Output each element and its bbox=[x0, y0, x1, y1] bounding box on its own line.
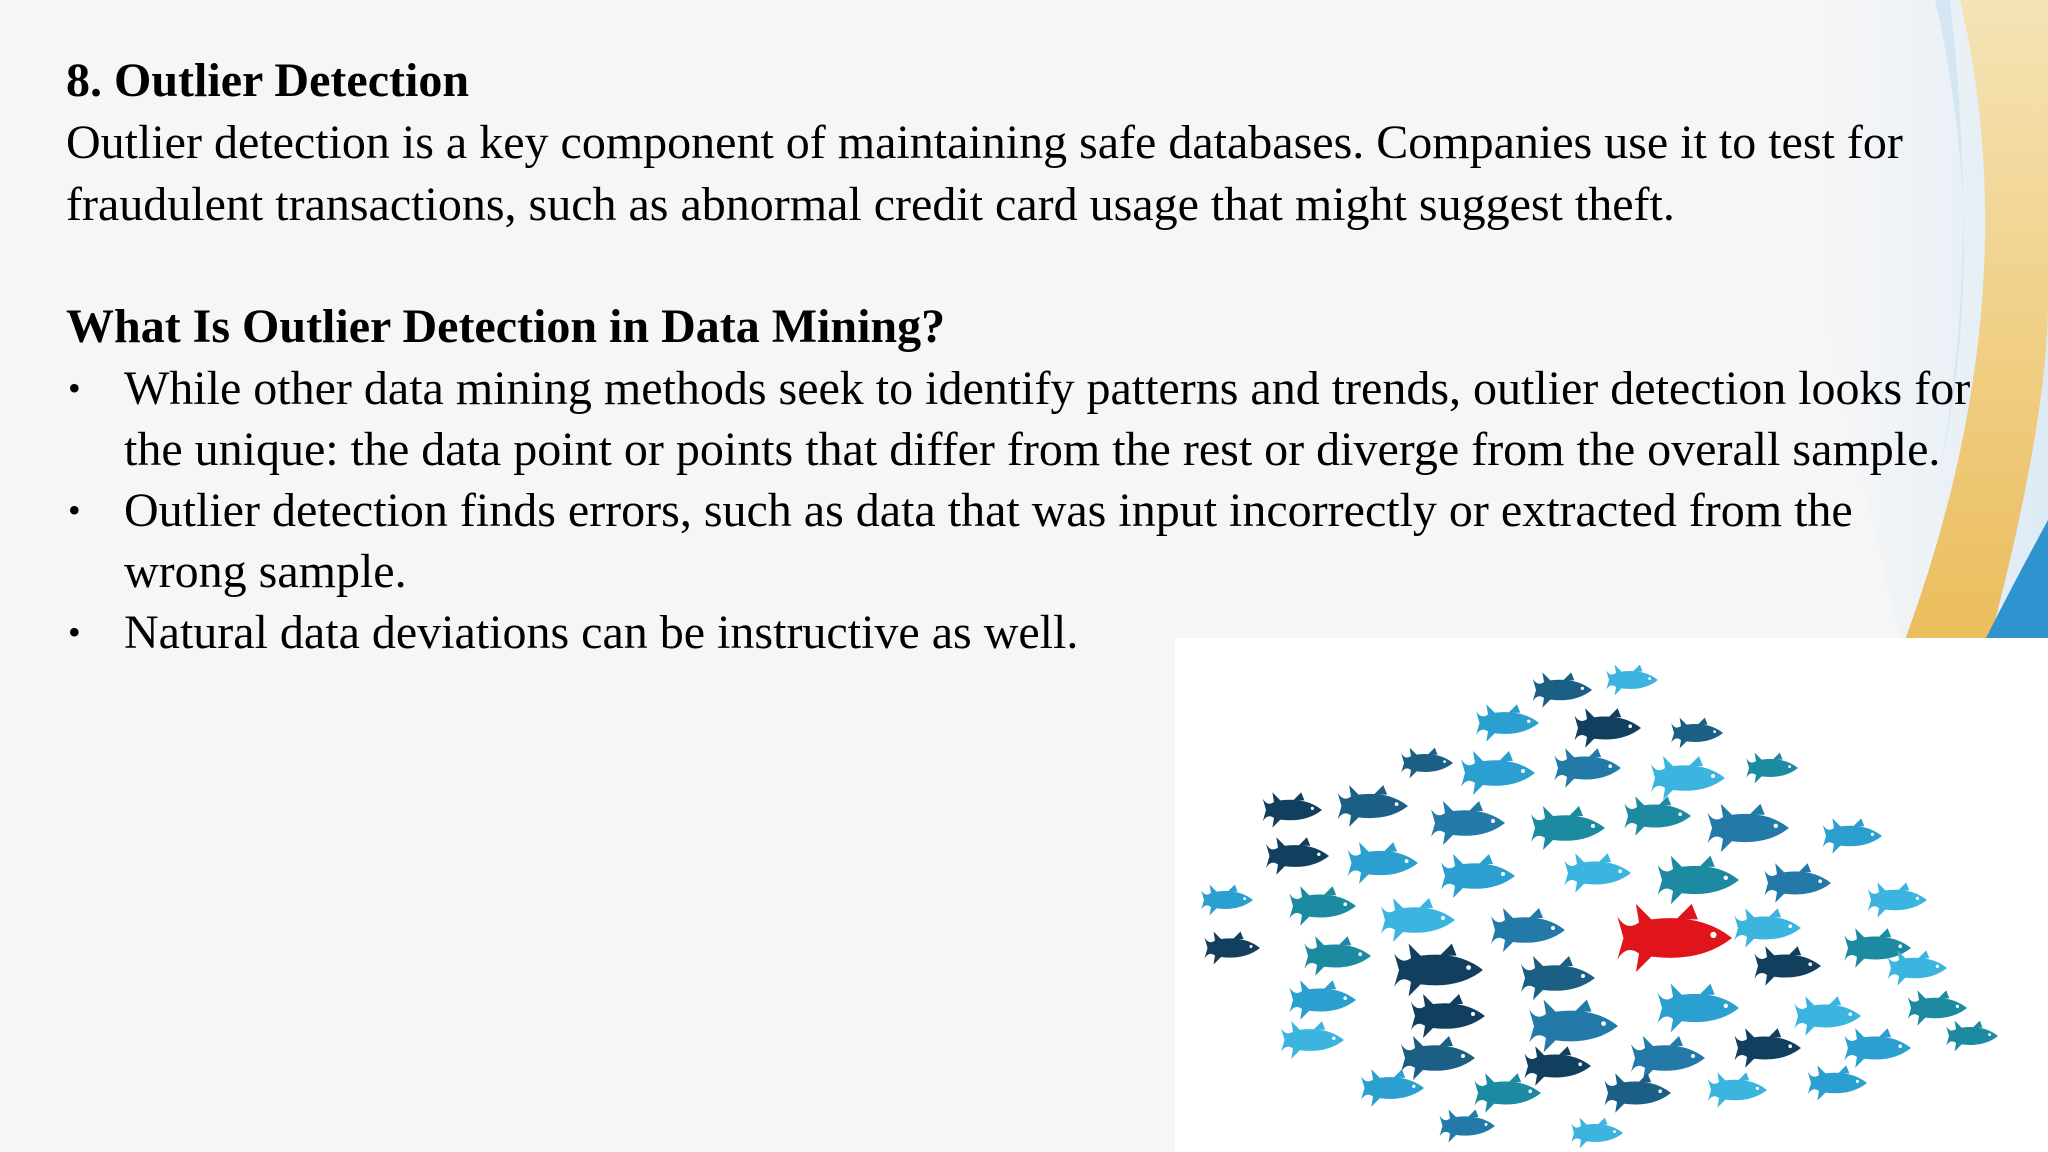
bullet-text: While other data mining methods seek to identify patterns and trends, outlier detection looks for the unique: the data point or points that differ from the rest or diverge from the overall sample. bbox=[124, 362, 1971, 476]
school-of-fish-with-red-outlier-icon bbox=[1175, 638, 2048, 1152]
blue-fish-icon bbox=[1604, 1073, 1671, 1113]
blue-fish-icon bbox=[1671, 718, 1723, 749]
bullet-dot-icon: • bbox=[68, 490, 81, 530]
blue-fish-icon bbox=[1474, 1073, 1541, 1113]
blue-fish-icon bbox=[1491, 908, 1565, 952]
blue-fish-icon bbox=[1529, 1000, 1618, 1053]
blue-fish-icon bbox=[1348, 842, 1418, 884]
blue-fish-icon bbox=[1338, 785, 1408, 827]
blue-fish-icon bbox=[1531, 806, 1605, 850]
blue-fish-icon bbox=[1281, 1021, 1344, 1058]
intro-paragraph: Outlier detection is a key component of maintaining safe databases. Companies use it to test for fraudulent transactions, such as abnormal credit card usage that might suggest theft. bbox=[66, 116, 1903, 231]
bullet-text: Natural data deviations can be instructive as well. bbox=[124, 606, 1079, 659]
blue-fish-icon bbox=[1658, 856, 1739, 904]
blue-fish-icon bbox=[1624, 796, 1691, 836]
blue-fish-icon bbox=[1746, 753, 1798, 784]
bullet-list bbox=[66, 358, 1971, 663]
blue-fish-icon bbox=[1708, 804, 1789, 852]
bullet-item bbox=[66, 480, 1964, 602]
blue-fish-icon bbox=[1708, 1072, 1767, 1107]
blue-fish-icon bbox=[1521, 956, 1595, 1000]
bullet-dot-icon: • bbox=[68, 368, 81, 408]
bullet-item bbox=[66, 358, 2024, 480]
paragraph-spacer bbox=[66, 236, 1966, 296]
blue-fish-icon bbox=[1401, 1036, 1475, 1080]
blue-fish-icon bbox=[1289, 980, 1356, 1020]
blue-fish-icon bbox=[1908, 990, 1967, 1025]
blue-fish-icon bbox=[1844, 1028, 1911, 1068]
blue-fish-icon bbox=[1461, 751, 1535, 795]
blue-fish-icon bbox=[1289, 886, 1356, 926]
blue-fish-icon bbox=[1205, 932, 1261, 965]
blue-fish-icon bbox=[1381, 898, 1455, 942]
blue-fish-icon bbox=[1476, 704, 1539, 741]
red-outlier-fish-icon bbox=[1617, 904, 1732, 972]
blue-fish-icon bbox=[1304, 936, 1371, 976]
blue-fish-icon bbox=[1658, 984, 1739, 1032]
blue-fish-icon bbox=[1524, 1046, 1591, 1086]
bullet-dot-icon: • bbox=[68, 612, 81, 652]
bullet-text: Outlier detection finds errors, such as data that was input incorrectly or extracted from the wrong sample. bbox=[124, 484, 1853, 598]
blue-fish-icon bbox=[1631, 1036, 1705, 1080]
blue-fish-icon bbox=[1564, 853, 1631, 893]
blue-fish-icon bbox=[1651, 756, 1725, 800]
blue-fish-icon bbox=[1533, 672, 1592, 707]
blue-fish-icon bbox=[1401, 748, 1453, 779]
blue-fish-icon bbox=[1411, 994, 1485, 1038]
blue-fish-icon bbox=[1868, 882, 1927, 917]
blue-fish-icon bbox=[1431, 801, 1505, 845]
blue-fish-icon bbox=[1823, 818, 1882, 853]
slide-title: 8. Outlier Detection bbox=[66, 54, 470, 107]
blue-fish-icon bbox=[1574, 708, 1641, 748]
blue-fish-icon bbox=[1606, 665, 1658, 696]
blue-fish-icon bbox=[1554, 748, 1621, 788]
blue-fish-icon bbox=[1754, 946, 1821, 986]
section-subheading: What Is Outlier Detection in Data Mining? bbox=[66, 300, 946, 353]
slide-text-block bbox=[66, 50, 1971, 663]
blue-fish-icon bbox=[1764, 863, 1831, 903]
blue-fish-icon bbox=[1440, 1110, 1496, 1143]
blue-fish-icon bbox=[1263, 792, 1322, 827]
blue-fish-icon bbox=[1394, 944, 1483, 997]
fish-school-image bbox=[1175, 638, 2048, 1152]
blue-fish-icon bbox=[1266, 837, 1329, 874]
blue-fish-icon bbox=[1946, 1021, 1998, 1052]
blue-fish-icon bbox=[1441, 854, 1515, 898]
blue-fish-icon bbox=[1794, 996, 1861, 1036]
blue-fish-icon bbox=[1734, 908, 1801, 948]
blue-fish-icon bbox=[1734, 1028, 1801, 1068]
blue-fish-icon bbox=[1808, 1065, 1867, 1100]
blue-fish-icon bbox=[1201, 885, 1253, 916]
blue-fish-icon bbox=[1571, 1118, 1623, 1149]
